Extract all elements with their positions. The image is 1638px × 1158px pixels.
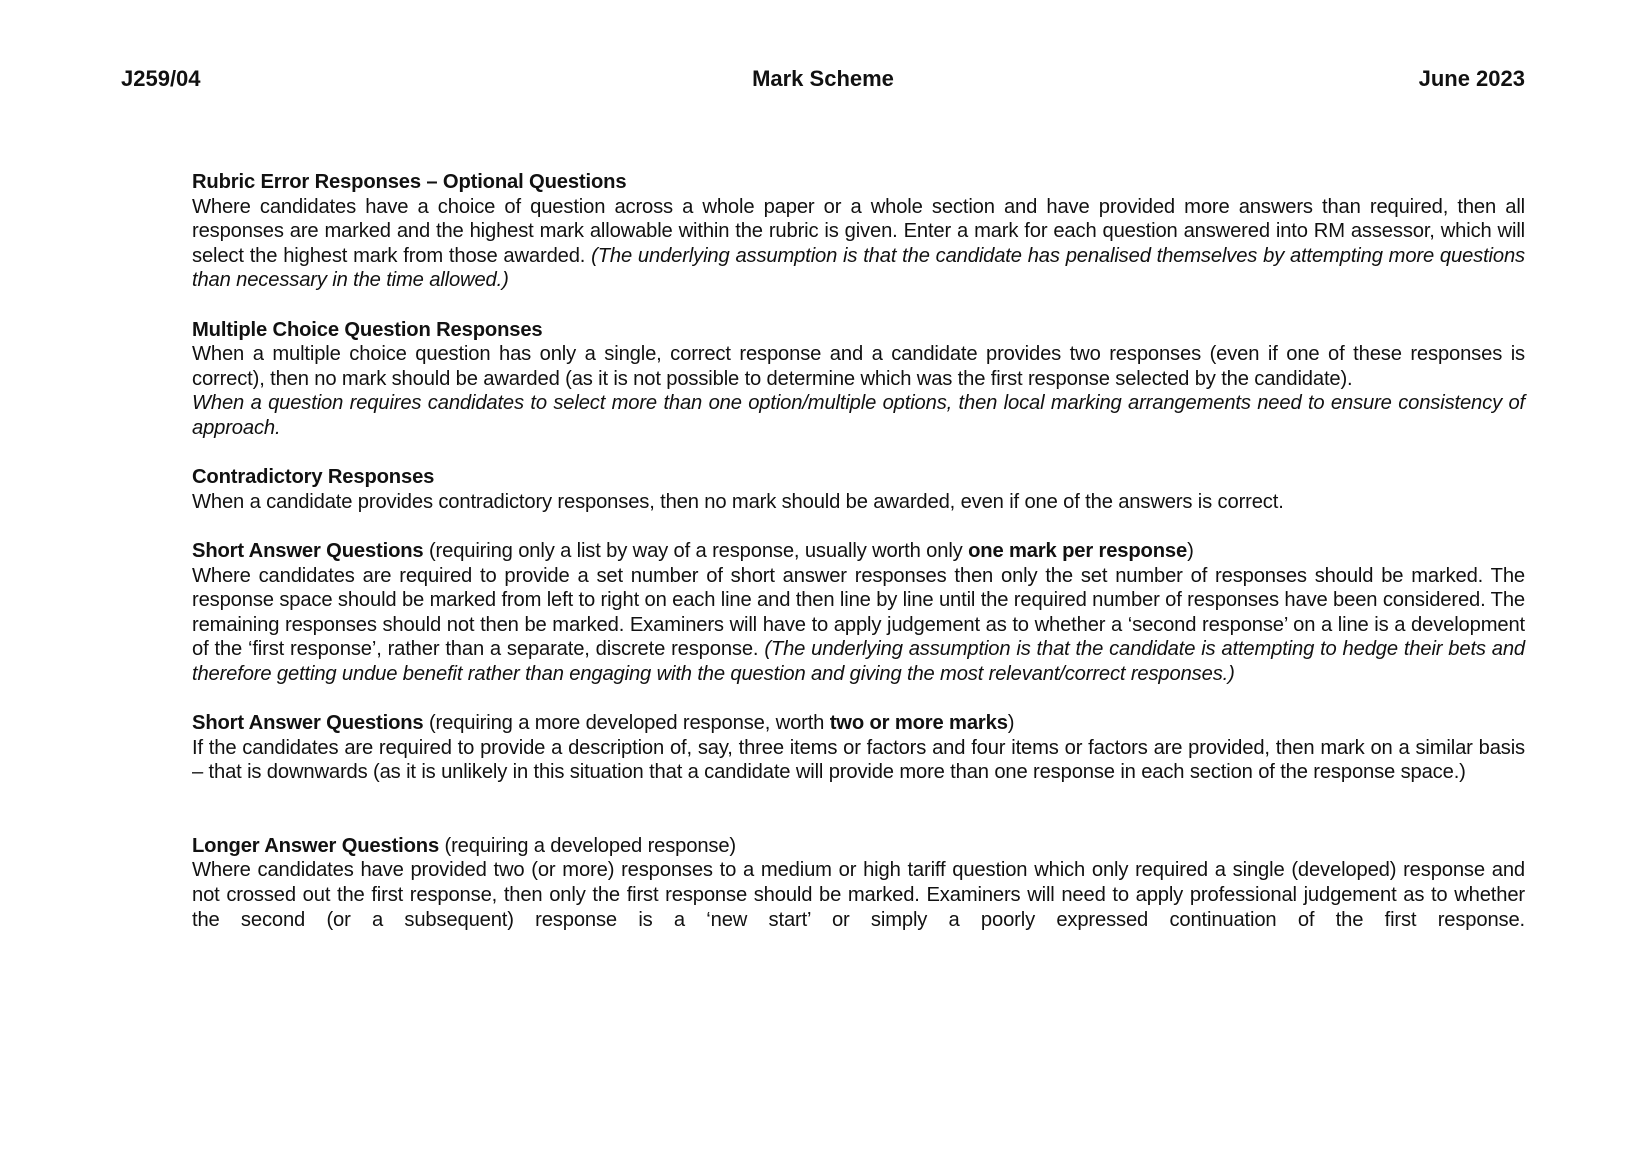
paper-code: J259/04 (121, 66, 201, 91)
section-title: Longer Answer Questions (192, 834, 440, 857)
italic-note: (The underlying assumption is that the candidate has penalised themselves by attempting more questions than necessary in the time allowed.) (192, 244, 1525, 292)
section-subtitle: (requiring a more developed response, worth (423, 712, 830, 735)
body-text: Where candidates have provided two (or more) responses to a medium or high tariff question which only required a single (developed) response and not crossed out the first response, then only the first response should be marked. Examiners will need to apply professional judgement as to whether the second (or a subsequent) response is a ‘new start’ or simply a poorly expressed continuation of the first response. (192, 859, 1525, 931)
section-subtitle: (requiring a developed response) (439, 834, 736, 857)
section-heading-line (192, 834, 1525, 859)
section-title: Short Answer Questions (192, 539, 424, 562)
body-text: If the candidates are required to provide a description of, say, three items or factors and four items or factors are provided, then mark on a similar basis – that is downwards (as it is unlikely in this situation that a candidate will provide more than one response in each section of the response space.) (192, 736, 1525, 784)
section-title: Rubric Error Responses – Optional Questions (192, 171, 627, 193)
document-title: Mark Scheme (752, 66, 894, 91)
section-contradictory (192, 465, 1525, 514)
section-short-answer-list (192, 539, 1525, 687)
section-paragraph (192, 564, 1525, 687)
section-title: Multiple Choice Question Responses (192, 318, 543, 341)
section-multiple-choice (192, 318, 1525, 441)
section-paragraph-italic (192, 391, 1525, 440)
section-short-answer-developed (192, 711, 1525, 785)
section-heading-line (192, 539, 1525, 564)
section-paragraph (192, 858, 1525, 932)
section-subtitle-end: ) (1187, 539, 1194, 562)
section-title: Contradictory Responses (192, 466, 435, 489)
section-heading-line (192, 711, 1525, 736)
section-paragraph (192, 342, 1525, 391)
section-subtitle-emphasis: two or more marks (829, 712, 1008, 735)
section-paragraph (192, 490, 1525, 515)
italic-note: (The underlying assumption is that the candidate is attempting to hedge their bets and therefore getting undue benefit rather than engaging with the question and giving the most relevant/correct responses.) (192, 638, 1525, 685)
body-text: When a candidate provides contradictory responses, then no mark should be awarded, even if one of the answers is correct. (192, 490, 1284, 513)
section-paragraph (192, 195, 1525, 293)
section-subtitle-end: ) (1007, 712, 1015, 735)
section-title: Short Answer Questions (192, 712, 424, 735)
section-subtitle: (requiring only a list by way of a response, usually worth only (423, 539, 969, 562)
italic-note: When a question requires candidates to select more than one option/multiple options, then local marking arrangements need to ensure consistency of approach. (192, 392, 1525, 439)
section-subtitle-emphasis: one mark per response (968, 539, 1188, 562)
exam-session: June 2023 (1418, 66, 1525, 91)
body-text: Where candidates have a choice of question across a whole paper or a whole section and have provided more answers than required, then all responses are marked and the highest mark allowable within the rubric is given. Enter a mark for each question answered into RM assessor, which will select the highest mark from those awarded. (192, 195, 1525, 267)
page-header (121, 64, 1525, 94)
body-text: Where candidates are required to provide a set number of short answer responses then only the set number of responses should be marked. The response space should be marked from left to right on each line and then line by line until the required number of responses have been considered. The remaining responses should not then be marked. Examiners will have to apply judgement as to whether a ‘second response’ on a line is a development of the ‘first response’, rather than a separate, discrete response. (192, 564, 1525, 661)
body-text: When a multiple choice question has only a single, correct response and a candidate provides two responses (even if one of these responses is correct), then no mark should be awarded (as it is not possible to determine which was the first response selected by the candidate). (192, 343, 1525, 390)
section-longer-answer (192, 834, 1525, 932)
section-rubric-error (192, 170, 1525, 293)
section-paragraph (192, 736, 1525, 785)
document-body (192, 170, 1525, 957)
